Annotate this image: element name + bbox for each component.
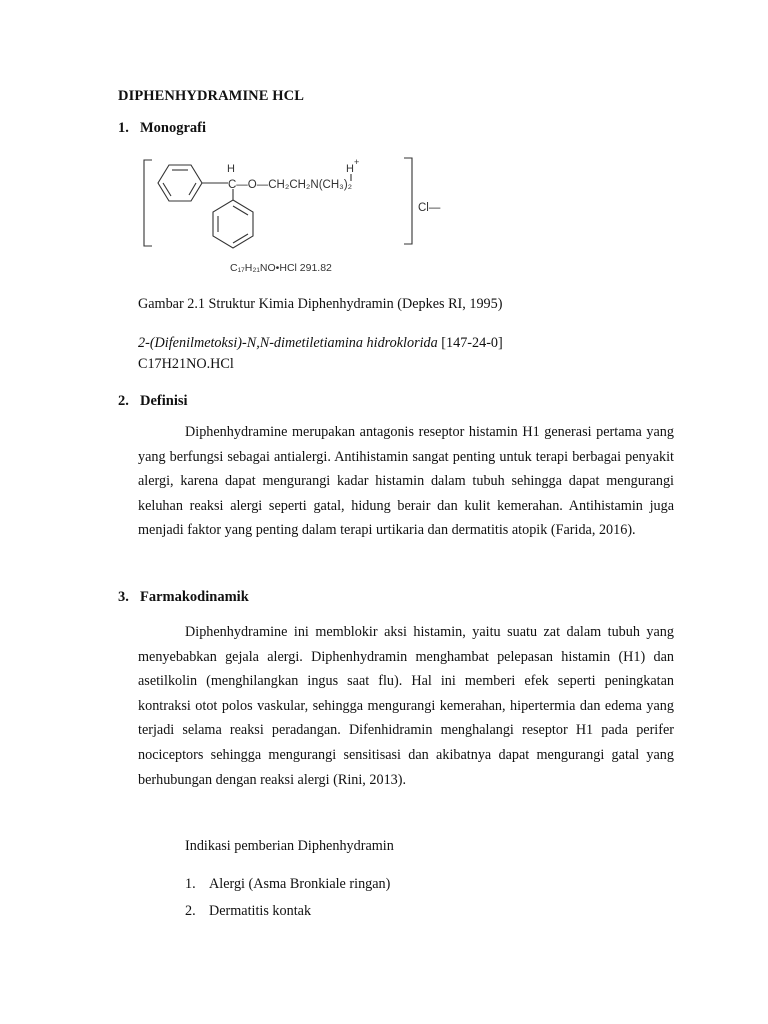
benzene-ring-bottom [213, 200, 253, 248]
plus-sign-label: + [354, 157, 360, 167]
cas-number: [147-24-0] [441, 335, 503, 351]
h-carbon-label: H [227, 163, 235, 175]
iupac-line [138, 335, 503, 352]
molecular-formula: C17H21NO.HCl [138, 356, 234, 372]
list-number: 2. [185, 903, 196, 919]
chloride-label: Cl— [418, 202, 441, 214]
formula-weight-label: C₁₇H₂₁NO•HCl 291.82 [230, 262, 332, 274]
list-number: 1. [185, 876, 196, 892]
section-title: Farmakodinamik [140, 589, 249, 605]
iupac-name: 2-(Difenilmetoksi)-N,N-dimetiletiamina hidroklorida [138, 335, 438, 351]
h-plus-label: H [346, 163, 354, 175]
document-title: DIPHENHYDRAMINE HCL [118, 88, 304, 104]
figure-caption: Gambar 2.1 Struktur Kimia Diphenhydramin (Depkes RI, 1995) [138, 296, 503, 312]
section-heading-monografi [118, 120, 318, 140]
section-number: 2. [118, 393, 129, 409]
list-item [185, 876, 485, 896]
list-text: Dermatitis kontak [209, 903, 312, 919]
indikasi-label: Indikasi pemberian Diphenhydramin [185, 838, 394, 854]
definisi-text: Diphenhydramine merupakan antagonis reseptor histamin H1 generasi pertama yang yang berfungsi sebagai antialergi. Antihistamin sangat penting untuk terapi berbagai penyakit alergi, karena dapat mengurangi kadar histamin dalam tubuh sehingga dapat mengurangi keluhan reaksi alergi seperti gatal, hidung berair dan kulit kemerahan. Antihistamin juga menjadi faktor yang penting dalam terapi urtikaria dan dermatitis atopik (Farida, 2016). [138, 424, 674, 539]
definisi-paragraph [138, 420, 674, 543]
left-bracket [144, 160, 152, 246]
section-number: 1. [118, 120, 129, 136]
section-heading-definisi [118, 393, 318, 413]
list-text: Alergi (Asma Bronkiale ringan) [209, 876, 391, 892]
chain-label: C—O—CH₂CH₂N(CH₃)₂ [228, 179, 353, 191]
section-number: 3. [118, 589, 129, 605]
section-title: Monografi [140, 120, 207, 136]
section-title: Definisi [140, 393, 188, 409]
right-bracket [404, 158, 412, 244]
section-heading-farmakodinamik [118, 589, 338, 609]
farmakodinamik-paragraph [138, 620, 674, 792]
chemical-structure-figure [136, 150, 446, 275]
list-item [185, 903, 485, 923]
farmakodinamik-text: Diphenhydramine ini memblokir aksi histamin, yaitu suatu zat dalam tubuh yang menyebabkan gejala alergi. Diphenhydramin menghambat pelepasan histamin (H1) dan asetilkolin (menghilangkan ingus saat flu). Hal ini memberi efek seperti peningkatan kontraksi otot polos vaskular, sehingga mengurangi kemerahan, hipertermia dan edema yang terjadi selama reaksi peradangan. Difenhidramin menghalangi reseptor H1 pada perifer nociceptors sehingga mengurangi sensitisasi dan akibatnya dapat mengurangi gatal yang berhubungan dengan reaksi alergi (Rini, 2013). [138, 624, 674, 788]
benzene-ring-top [158, 165, 202, 201]
